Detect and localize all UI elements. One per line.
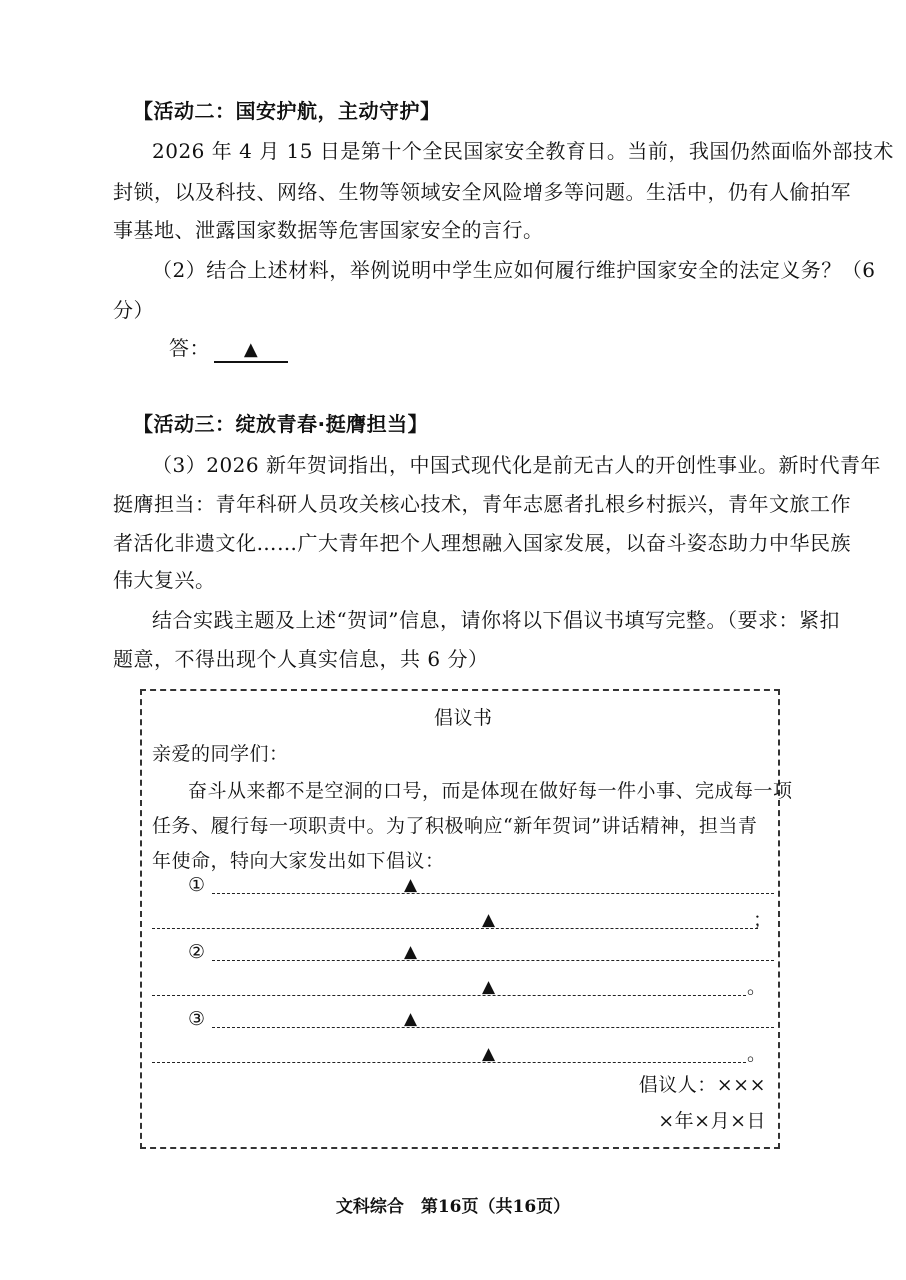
activity3-material-line: 挺膺担当：青年科研人员攻关核心技术，青年志愿者扎根乡村振兴，青年文旅工作	[113, 492, 851, 516]
activity2-material-line: 事基地、泄露国家数据等危害国家安全的言行。	[113, 218, 544, 242]
activity3-heading: 【活动三：绽放青春·挺膺担当】	[133, 412, 429, 436]
end-punctuation: 。	[746, 1043, 766, 1065]
answer-row	[169, 334, 288, 363]
question2-text: （2）结合上述材料，举例说明中学生应如何履行维护国家安全的法定义务？（6	[152, 258, 876, 282]
triangle-icon: ▲	[404, 1009, 418, 1029]
triangle-icon: ▲	[243, 339, 259, 360]
item-number: ②	[188, 941, 206, 963]
triangle-icon: ▲	[482, 977, 496, 997]
blank-line	[212, 893, 774, 894]
proposal-body-line: 任务、履行每一项职责中。为了积极响应“新年贺词”讲话精神，担当青	[152, 815, 758, 837]
proposal-item-3-line-b[interactable]	[152, 1043, 772, 1069]
end-punctuation: ；	[752, 909, 772, 931]
page-footer: 文科综合 第16页（共16页）	[335, 1197, 571, 1217]
proposal-item-2-line-b[interactable]	[152, 976, 772, 1002]
activity3-material-line: （3）2026 新年贺词指出，中国式现代化是前无古人的开创性事业。新时代青年	[152, 453, 881, 477]
blank-line	[212, 960, 774, 961]
triangle-icon: ▲	[404, 942, 418, 962]
proposal-item-1-line-b[interactable]	[152, 909, 772, 935]
answer-blank[interactable]	[214, 337, 288, 363]
end-punctuation: 。	[746, 976, 766, 998]
proposal-body-line: 年使命，特向大家发出如下倡议：	[152, 850, 445, 872]
triangle-icon: ▲	[482, 1044, 496, 1064]
activity2-material-line: 封锁，以及科技、网络、生物等领域安全风险增多等问题。生活中，仍有人偷拍军	[113, 180, 851, 204]
proposal-item-2-line-a[interactable]	[188, 941, 774, 967]
proposal-signer: 倡议人：×××	[638, 1074, 766, 1096]
triangle-icon: ▲	[482, 910, 496, 930]
proposal-body-line: 奋斗从来都不是空洞的口号，而是体现在做好每一件小事、完成每一项	[188, 780, 793, 802]
proposal-box	[140, 689, 793, 1149]
activity3-instruction: 题意，不得出现个人真实信息，共 6 分）	[113, 647, 489, 671]
blank-line	[212, 1027, 774, 1028]
activity2-heading: 【活动二：国安护航，主动守护】	[133, 99, 441, 123]
blank-line	[152, 928, 758, 929]
proposal-item-3-line-a[interactable]	[188, 1008, 774, 1034]
activity3-instruction: 结合实践主题及上述“贺词”信息，请你将以下倡议书填写完整。（要求：紧扣	[152, 608, 840, 632]
activity2-material-line: 2026 年 4 月 15 日是第十个全民国家安全教育日。当前，我国仍然面临外部技术	[152, 139, 894, 163]
blank-line	[152, 995, 746, 996]
blank-line	[152, 1062, 746, 1063]
question2-text: 分）	[113, 298, 154, 322]
item-number: ①	[188, 874, 206, 896]
proposal-date: ×年×月×日	[658, 1110, 766, 1132]
answer-label: 答：	[169, 336, 210, 360]
item-number: ③	[188, 1008, 206, 1030]
proposal-greeting: 亲爱的同学们：	[152, 743, 289, 765]
activity3-material-line: 伟大复兴。	[113, 568, 216, 592]
proposal-item-1-line-a[interactable]	[188, 874, 774, 900]
activity3-material-line: 者活化非遗文化……广大青年把个人理想融入国家发展，以奋斗姿态助力中华民族	[113, 531, 851, 555]
triangle-icon: ▲	[404, 875, 418, 895]
proposal-title: 倡议书	[434, 707, 493, 729]
